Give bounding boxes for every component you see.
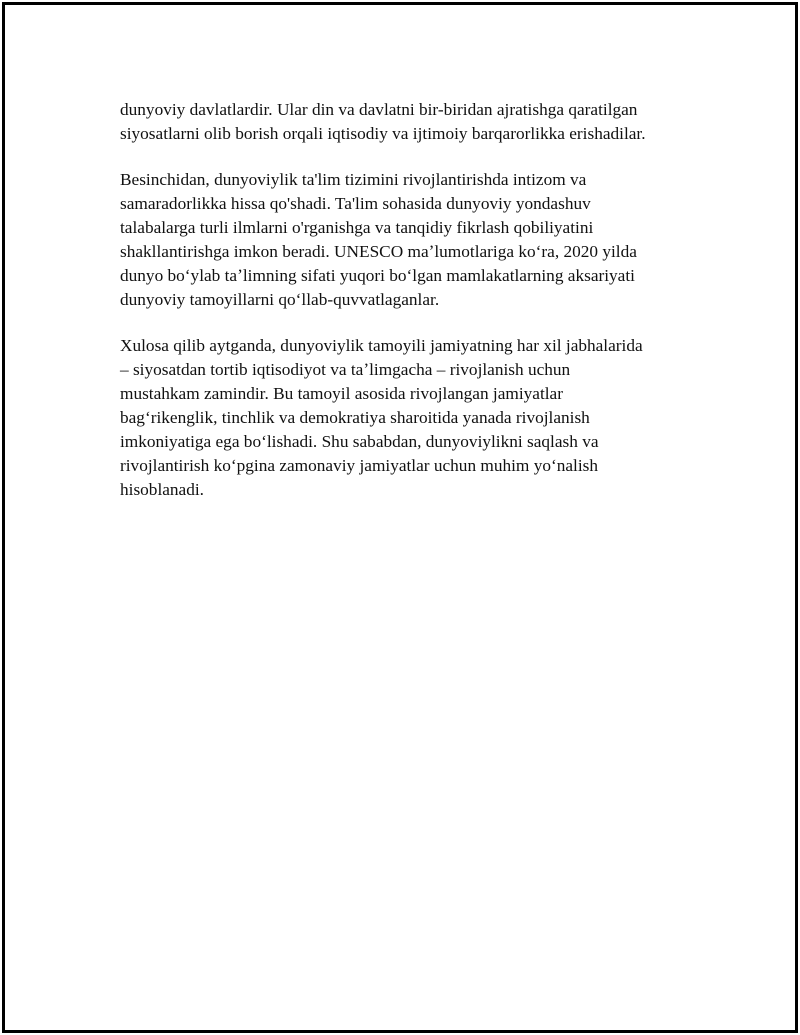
- text-line: mustahkam zamindir. Bu tamoyil asosida rivojlangan jamiyatlar: [120, 384, 563, 403]
- document-body: [120, 98, 690, 524]
- document-page: [2, 2, 798, 1033]
- text-line: imkoniyatiga ega boʻlishadi. Shu sababdan, dunyoviylikni saqlash va: [120, 432, 599, 451]
- text-line: hisoblanadi.: [120, 480, 204, 499]
- text-line: dunyoviy tamoyillarni qoʻllab-quvvatlaganlar.: [120, 290, 440, 309]
- paragraph-conclusion: [120, 334, 690, 502]
- text-line: samaradorlikka hissa qo'shadi. Ta'lim sohasida dunyoviy yondashuv: [120, 194, 591, 213]
- paragraph-education: [120, 168, 690, 312]
- text-line: dunyo boʻylab taʼlimning sifati yuqori boʻlgan mamlakatlarning aksariyati: [120, 266, 635, 285]
- text-line: siyosatlarni olib borish orqali iqtisodiy va ijtimoiy barqarorlikka erishadilar.: [120, 124, 646, 143]
- text-line: rivojlantirish koʻpgina zamonaviy jamiyatlar uchun muhim yoʻnalish: [120, 456, 599, 475]
- text-line: shakllantirishga imkon beradi. UNESCO maʼlumotlariga koʻra, 2020 yilda: [120, 242, 637, 261]
- text-line: bagʻrikenglik, tinchlik va demokratiya sharoitida yanada rivojlanish: [120, 408, 590, 427]
- text-line: talabalarga turli ilmlarni o'rganishga va tanqidiy fikrlash qobiliyatini: [120, 218, 594, 237]
- paragraph-secular-states: [120, 98, 690, 146]
- text-line: – siyosatdan tortib iqtisodiyot va taʼlimgacha – rivojlanish uchun: [120, 360, 571, 379]
- text-line: dunyoviy davlatlardir. Ular din va davlatni bir-biridan ajratishga qaratilgan: [120, 100, 638, 119]
- text-line: Besinchidan, dunyoviylik ta'lim tizimini rivojlantirishda intizom va: [120, 170, 587, 189]
- text-line: Xulosa qilib aytganda, dunyoviylik tamoyili jamiyatning har xil jabhalarida: [120, 336, 643, 355]
